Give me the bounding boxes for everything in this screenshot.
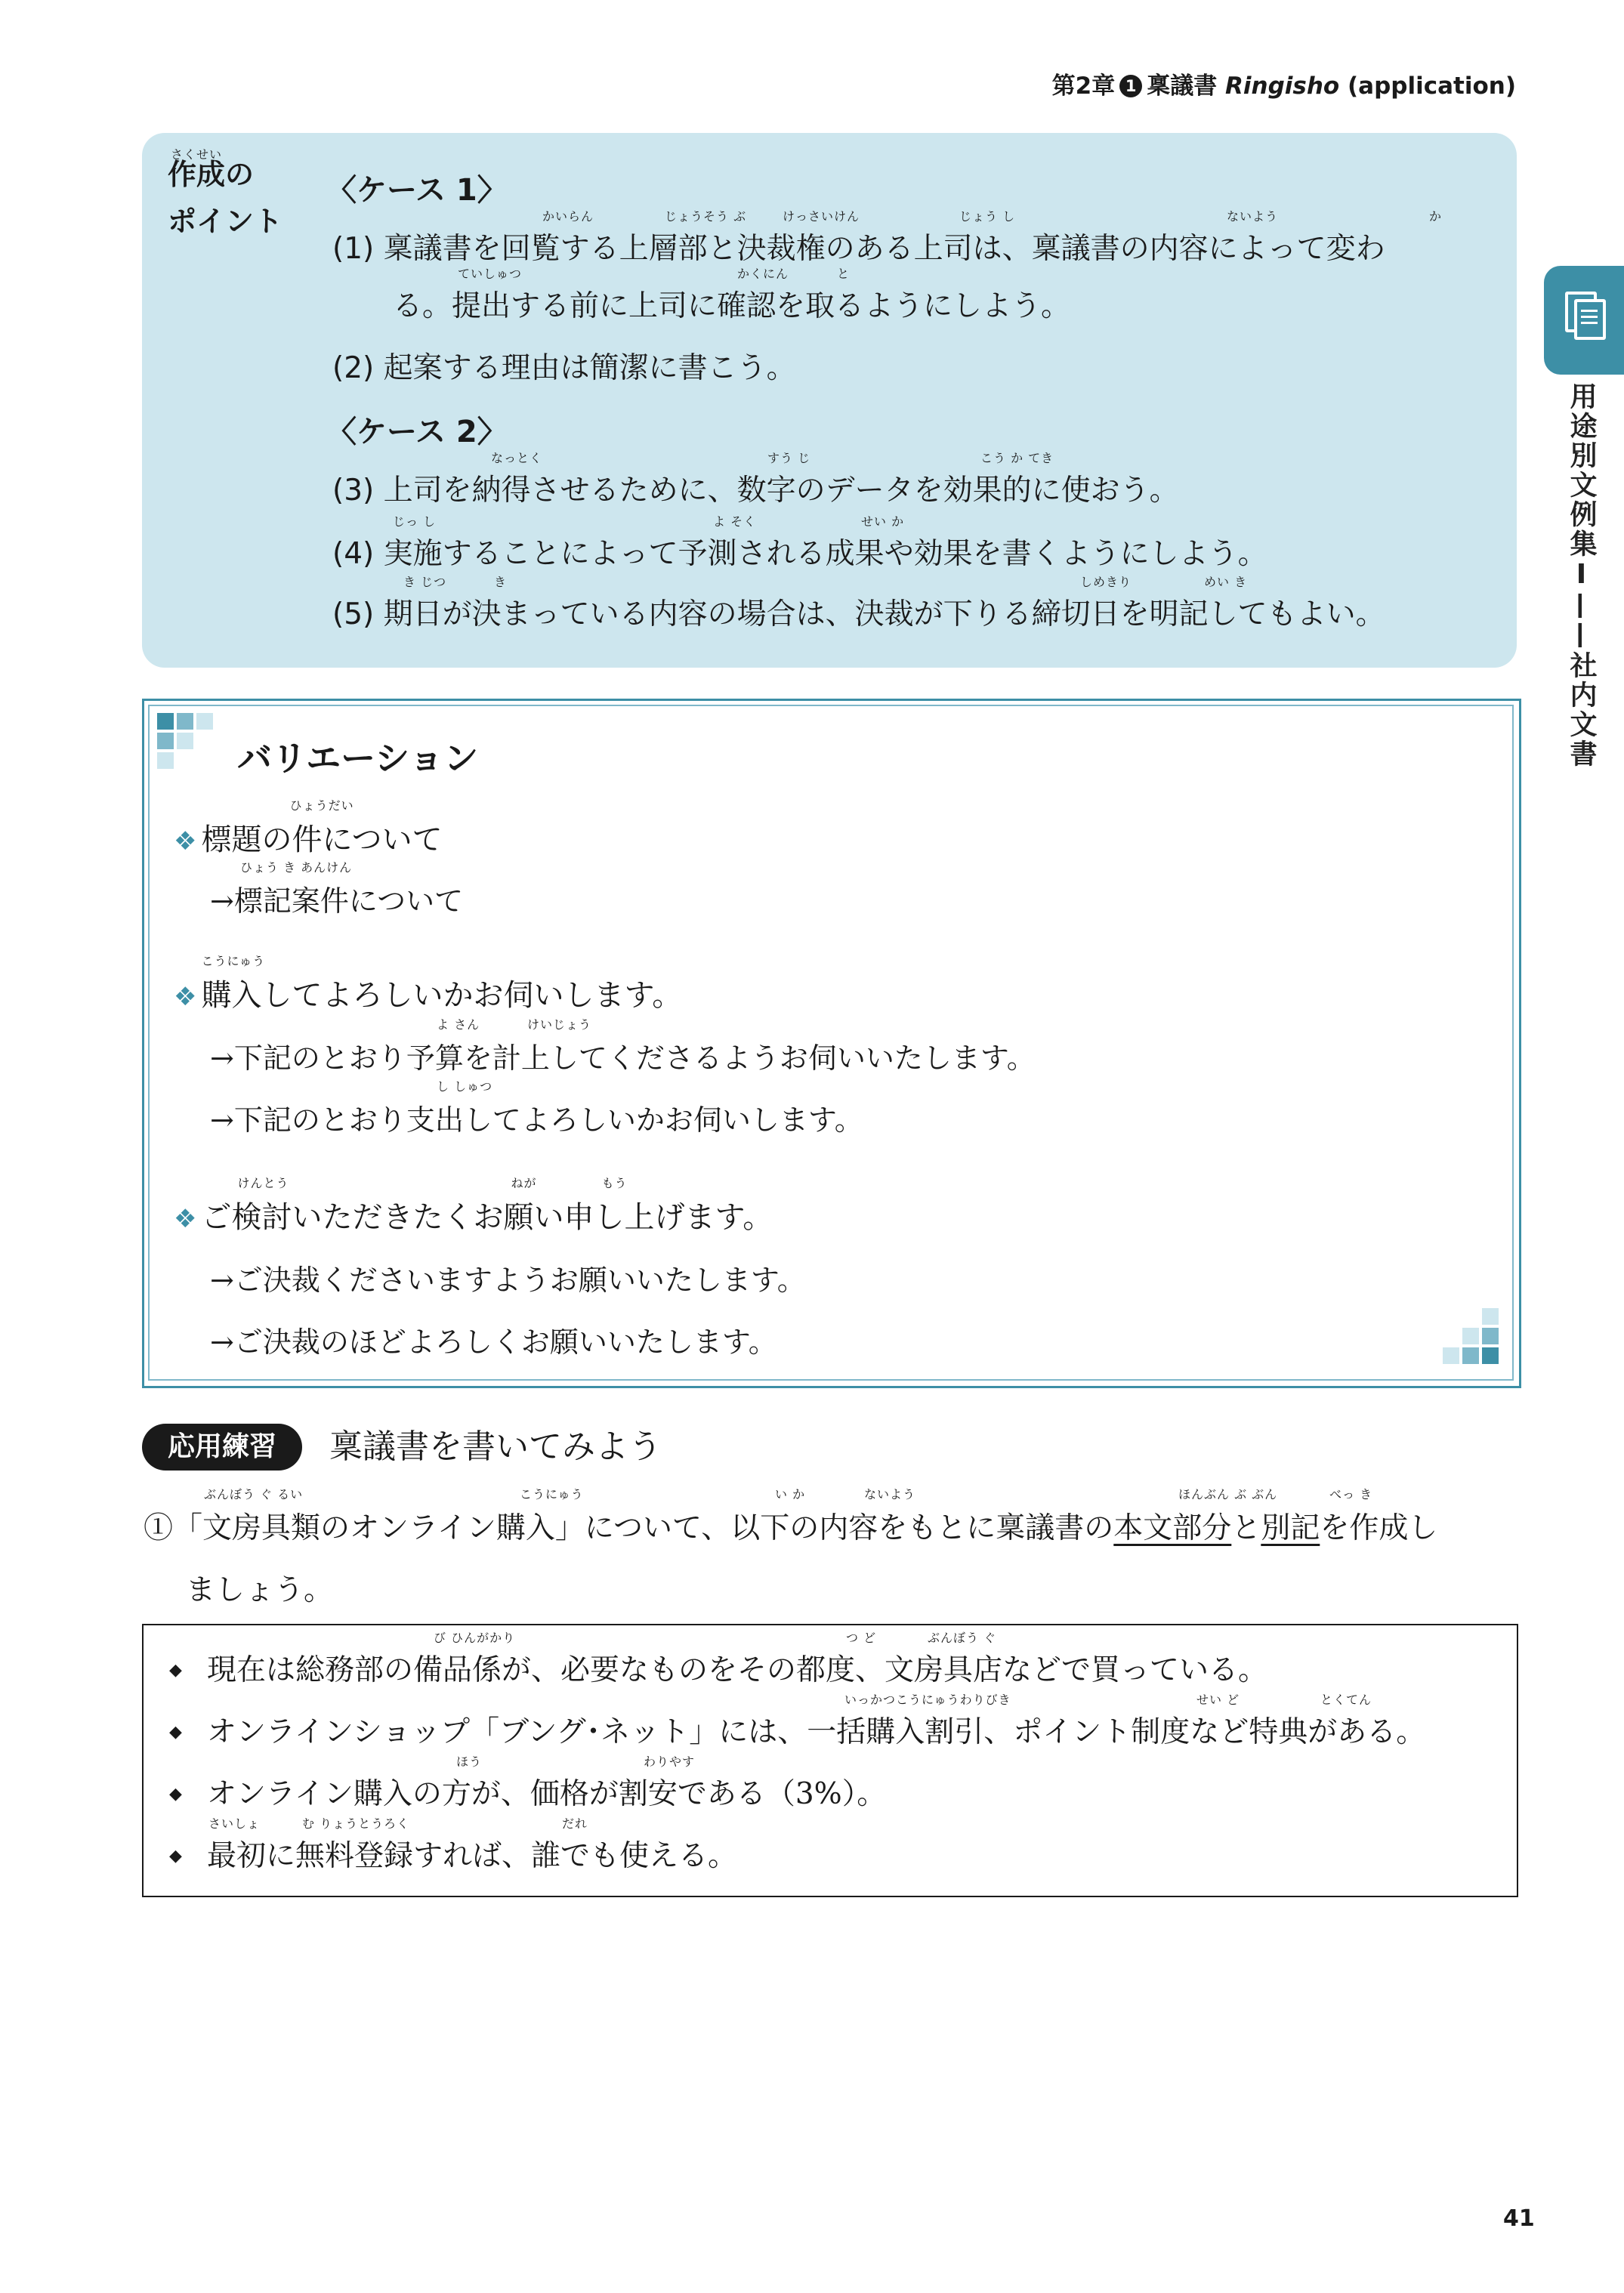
diamond-bullet-icon: ◆ xyxy=(169,1847,182,1866)
diamond-bullet-icon: ◆ xyxy=(169,1785,182,1804)
variation-title: バリエーション xyxy=(237,738,479,779)
variation-sub: →ご決裁のほどよろしくお願いいたします。 xyxy=(210,1325,777,1359)
chapter-label: 第2章 xyxy=(1051,73,1116,100)
variation-sub: →ご決裁くださいますようお願いいたします。 xyxy=(210,1264,806,1297)
exercise-question-cont: ましょう。 xyxy=(186,1573,334,1607)
variation-item-2: ❖ こうにゅう 購入してよろしいかお伺いします。 xyxy=(174,954,683,1013)
section-number-badge: 1 xyxy=(1119,75,1142,97)
case-1-heading: 〈ケース 1〉 xyxy=(326,173,508,208)
variation-sub: ひょう き あんけん →標記案件について xyxy=(210,860,464,918)
point-item-5: (5) 期日が決まっている内容の場合は、決裁が下りる締切日を明記してもよい。 xyxy=(332,597,1385,631)
point-item-2: (2) 起案する理由は簡潔に書こう。 xyxy=(332,351,796,385)
condition-item: ◆ オンラインショップ「ブング･ネット」には、一括購入割引、ポイント制度など特典がある。 xyxy=(169,1715,1426,1749)
diamond-icon: ❖ xyxy=(174,982,197,1012)
diamond-icon: ❖ xyxy=(174,826,197,856)
diamond-bullet-icon: ◆ xyxy=(169,1723,182,1742)
case-2-heading: 〈ケース 2〉 xyxy=(326,415,508,449)
condition-item: ◆ オンライン購入の方が、価格が割安である（3%）。 xyxy=(169,1777,887,1811)
point-item-1-cont: る。提出する前に上司に確認を取るようにしよう。 xyxy=(393,289,1071,323)
exercise-question: ①「文房具類のオンライン購入」について、以下の内容をもとに稟議書の本文部分と別記を作成し xyxy=(144,1511,1438,1545)
point-item-4: (4) 実施することによって予測される成果や効果を書くようにしよう。 xyxy=(332,537,1267,571)
diamond-bullet-icon: ◆ xyxy=(169,1661,182,1680)
variation-item-3: ❖ けんとう ねが もう ご検討いただきたくお願い申し上げます。 xyxy=(174,1176,773,1235)
variation-sub: よ さん けいじょう →下記のとおり予算を計上してくださるようお伺いいたします。 xyxy=(210,1017,1036,1075)
point-item-1: (1) 稟議書を回覧する上層部と決裁権のある上司は、稟議書の内容によって変わ xyxy=(332,232,1385,266)
point-title: さくせい 作成の ポイント xyxy=(168,147,283,238)
page-number: 41 xyxy=(1503,2205,1535,2232)
variation-item-1: ❖ ひょうだい 標題の件について xyxy=(174,798,443,857)
condition-item: ◆ 最初に無料登録すれば、誰でも使える。 xyxy=(169,1839,738,1873)
running-header xyxy=(1052,66,1516,100)
variation-sub: し しゅつ →下記のとおり支出してよろしいかお伺いします。 xyxy=(210,1079,863,1137)
section-english: (application) xyxy=(1348,73,1516,100)
condition-item: ◆ 現在は総務部の備品係が、必要なものをその都度、文房具店などで買っている。 xyxy=(169,1653,1268,1687)
exercise-badge: 応用練習 xyxy=(142,1424,302,1471)
side-chapter-label: 用途別文例集Ⅰ——社内文書 xyxy=(1566,382,1597,769)
point-item-3: (3) 上司を納得させるために、数字のデータを効果的に使おう。 xyxy=(332,474,1179,508)
section-romaji: Ringisho xyxy=(1225,73,1340,100)
exercise-title: 稟議書を書いてみよう xyxy=(329,1427,662,1466)
section-title: 稟議書 xyxy=(1147,73,1218,100)
diamond-icon: ❖ xyxy=(174,1204,197,1234)
side-chapter-tab xyxy=(1544,266,1624,375)
